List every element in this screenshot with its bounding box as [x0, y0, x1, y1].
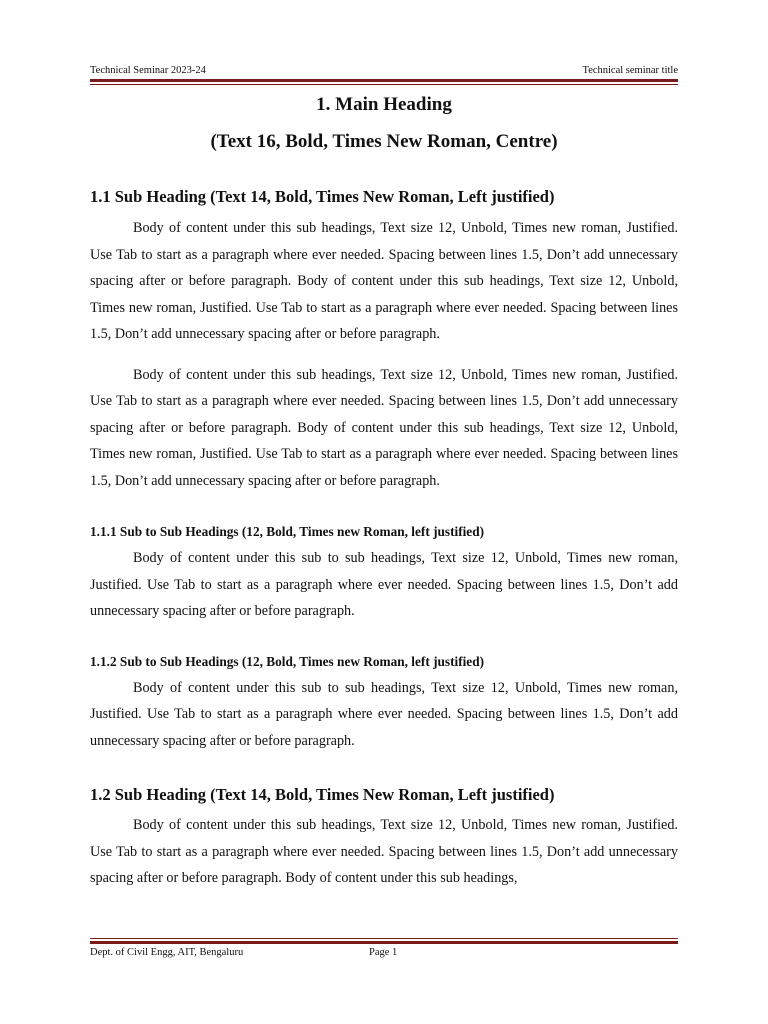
header-rule-thin	[90, 84, 678, 85]
header-left-text: Technical Seminar 2023-24	[90, 65, 206, 76]
header-rule	[90, 79, 678, 85]
footer-rule-thick	[90, 941, 678, 944]
paragraph-1-1-b: Body of content under this sub headings, Text size 12, Unbold, Times new roman, Justified. Use Tab to start as a paragraph where ever needed. Spacing between lines 1.5, Don’t add unnecessary spacing after or before paragraph. Body of content under this sub headings, Text size 12, Unbold, Times new roman, Justified. Use Tab to start as a paragraph where ever needed. Spacing between lines 1.5, Don’t add unnecessary spacing after or before paragraph.	[90, 366, 678, 489]
footer-rule-thin	[90, 938, 678, 939]
sub-heading-1-1: 1.1 Sub Heading (Text 14, Bold, Times New Roman, Left justified)	[90, 187, 555, 206]
paragraph-1-1-1: Body of content under this sub to sub headings, Text size 12, Unbold, Times new roman, Justified. Use Tab to start as a paragraph where ever needed. Spacing between lines 1.5, Don’t add unnecessary spacing after or before paragraph.	[90, 550, 678, 619]
footer-rule	[90, 938, 678, 944]
subsub-heading-1-1-1: 1.1.1 Sub to Sub Headings (12, Bold, Times new Roman, left justified)	[90, 524, 485, 539]
paragraph-1-1-2: Body of content under this sub to sub headings, Text size 12, Unbold, Times new roman, Justified. Use Tab to start as a paragraph where ever needed. Spacing between lines 1.5, Don’t add unnecessary spacing after or before paragraph.	[90, 679, 678, 749]
header-rule-thick	[90, 79, 678, 82]
subsub-heading-1-1-2: 1.1.2 Sub to Sub Headings (12, Bold, Times new Roman, left justified)	[90, 653, 485, 669]
page-header	[90, 65, 678, 76]
header-right-text: Technical seminar title	[582, 65, 678, 76]
sub-heading-1-2: 1.2 Sub Heading (Text 14, Bold, Times New Roman, Left justified)	[90, 785, 555, 804]
main-heading-line2: (Text 16, Bold, Times New Roman, Centre)	[210, 131, 558, 152]
page-content	[90, 90, 678, 892]
page-number: Page 1	[369, 947, 398, 958]
main-heading-line1: 1. Main Heading	[316, 94, 452, 115]
footer-dept-text: Dept. of Civil Engg, AIT, Bengaluru	[90, 947, 244, 958]
paragraph-1-1-a: Body of content under this sub headings, Text size 12, Unbold, Times new roman, Justified. Use Tab to start as a paragraph where ever needed. Spacing between lines 1.5, Don’t add unnecessary spacing after or before paragraph. Body of content under this sub headings, Text size 12, Unbold, Times new roman, Justified. Use Tab to start as a paragraph where ever needed. Spacing between lines 1.5, Don’t add unnecessary spacing after or before paragraph.	[90, 220, 678, 342]
paragraph-1-2: Body of content under this sub headings, Text size 12, Unbold, Times new roman, Justified. Use Tab to start as a paragraph where ever needed. Spacing between lines 1.5, Don’t add unnecessary spacing after or before paragraph. Body of content under this sub headings,	[90, 817, 678, 886]
